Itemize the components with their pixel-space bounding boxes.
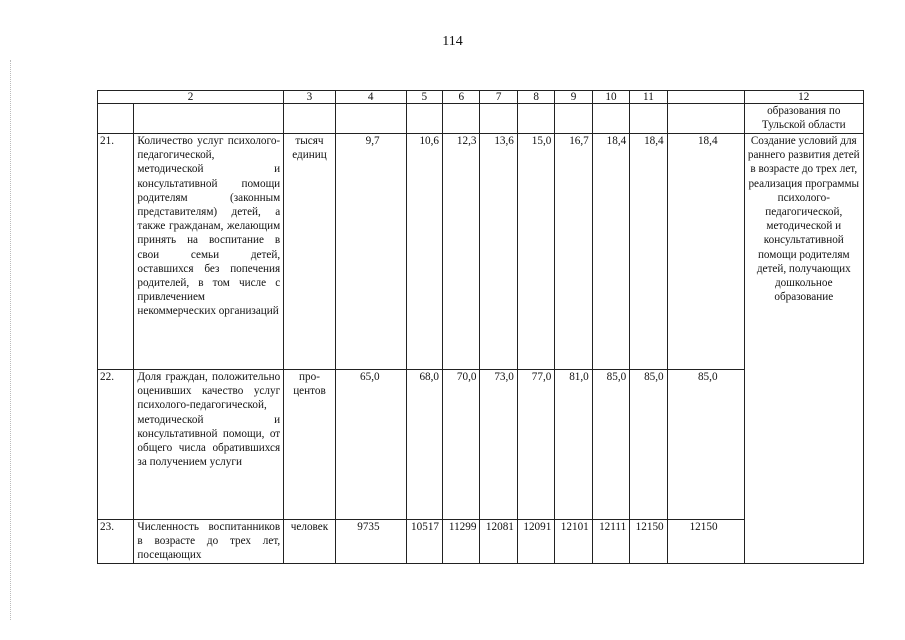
page-number: 114 [442, 34, 463, 49]
value-cell: 15,0 [517, 134, 554, 370]
col-header-11: 11 [630, 91, 667, 104]
col-header-4: 4 [335, 91, 406, 104]
value-cell: 12091 [517, 520, 554, 564]
value-cell: 18,4 [667, 134, 744, 370]
value-cell: 85,0 [592, 370, 629, 520]
col-header-7: 7 [480, 91, 517, 104]
col-header-5: 5 [406, 91, 442, 104]
value-cell: 10517 [406, 520, 442, 564]
value-cell: 73,0 [480, 370, 517, 520]
value-cell: 85,0 [630, 370, 667, 520]
row-number: 22. [98, 370, 134, 520]
continuation-row [98, 104, 864, 134]
value-cell: 12,3 [443, 134, 480, 370]
value-cell: 18,4 [592, 134, 629, 370]
table-row [98, 134, 864, 370]
column-number-row [98, 91, 864, 104]
note-continuation: образования по Тульской области [744, 104, 863, 134]
value-cell: 70,0 [443, 370, 480, 520]
col-header-10: 10 [592, 91, 629, 104]
indicators-table [97, 90, 864, 564]
value-cell: 68,0 [406, 370, 442, 520]
indicator-description: Численность воспитанников в возрасте до трех лет, посещающих [134, 520, 284, 564]
col-header-6: 6 [443, 91, 480, 104]
merged-note-cell: Создание условий для раннего развития детей в возрасте до трех лет, реализация программы психолого-педагогической, методической и консультативной помощи родителям детей, получающих дошкольное образование [744, 134, 863, 564]
col-header-9: 9 [555, 91, 592, 104]
value-cell: 18,4 [630, 134, 667, 370]
value-cell: 9735 [335, 520, 406, 564]
row-number: 21. [98, 134, 134, 370]
value-cell: 65,0 [335, 370, 406, 520]
value-cell: 9,7 [335, 134, 406, 370]
value-cell: 81,0 [555, 370, 592, 520]
indicator-description: Доля граждан, положительно оценивших качество услуг психолого-педагогической, методической и консультативной помощи, от общего числа обратившихся за получением услуги [134, 370, 284, 520]
value-cell: 12150 [667, 520, 744, 564]
value-cell: 12081 [480, 520, 517, 564]
value-cell: 10,6 [406, 134, 442, 370]
indicator-description: Количество услуг психолого-педагогической, методической и консультативной помощи родителям (законным представителям) детей, а также гражданам, желающим принять на воспитание в свои семьи детей, оставшихся без попечения родителей, в том числе с привлечением некоммерческих организаций [134, 134, 284, 370]
value-cell: 12150 [630, 520, 667, 564]
value-cell: 16,7 [555, 134, 592, 370]
value-cell: 12111 [592, 520, 629, 564]
value-cell: 13,6 [480, 134, 517, 370]
value-cell: 85,0 [667, 370, 744, 520]
value-cell: 11299 [443, 520, 480, 564]
col-header-2: 2 [98, 91, 284, 104]
unit-of-measure: человек [284, 520, 336, 564]
unit-of-measure: про-центов [284, 370, 336, 520]
margin-dotted-line [10, 60, 13, 620]
col-header-8: 8 [517, 91, 554, 104]
row-number: 23. [98, 520, 134, 564]
value-cell: 12101 [555, 520, 592, 564]
value-cell: 77,0 [517, 370, 554, 520]
col-header-12: 12 [744, 91, 863, 104]
unit-of-measure: тысяч единиц [284, 134, 336, 370]
col-header-3: 3 [284, 91, 336, 104]
col-header-blank [667, 91, 744, 104]
